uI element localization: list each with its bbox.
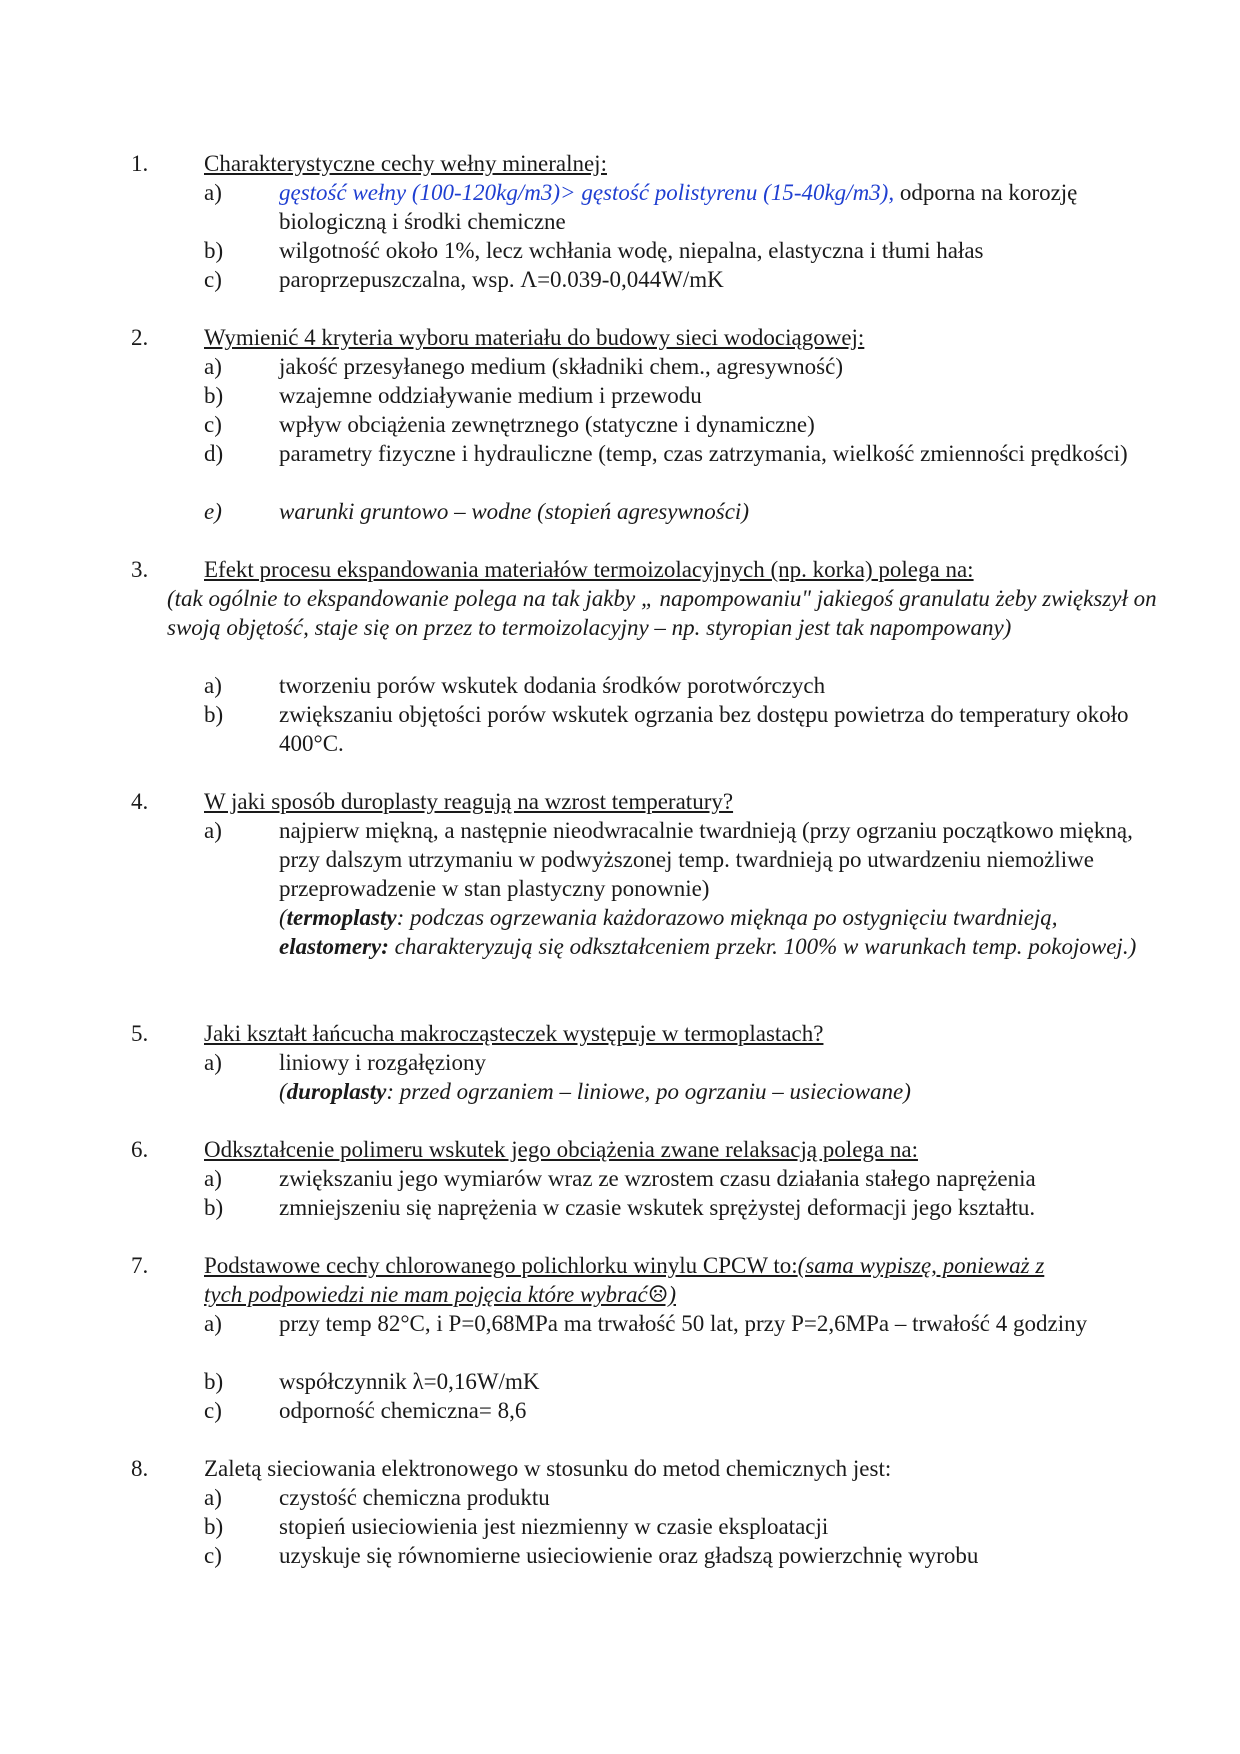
answer-text <box>279 816 1159 961</box>
answer-text: zwiększaniu jego wymiarów wraz ze wzrostem czasu działania stałego naprężenia <box>279 1166 1036 1191</box>
term-termoplasty-desc: : podczas ogrzewania każdorazowo mięknąa po ostygnięciu twardnieją, <box>396 905 1058 930</box>
question-note: (tak ogólnie to ekspandowanie polega na tak jakby „ napompowaniu" jakiegoś granulatu żeby zwiększył on swoją objętość, staje się on przez to termoizolacyjny – np. styropian jest tak napompowany) <box>167 586 1157 640</box>
answer-note <box>279 1079 911 1104</box>
answer-text: uzyskuje się równomierne usieciowienie oraz gładszą powierzchnię wyrobu <box>279 1543 979 1568</box>
question-title: Odkształcenie polimeru wskutek jego obciążenia zwane relaksacją polega na: <box>204 1137 918 1162</box>
answer-letter: a) <box>204 1166 222 1191</box>
answer-text-main: najpierw miękną, a następnie nieodwracalnie twardnieją (przy ogrzaniu początkowo miękną, przy dalszym utrzymaniu w podwyższonej temp. twardnieją po utwardzeniu niemożliwe przeprowadzenie w stan plastyczny ponownie) <box>279 818 1133 901</box>
answer-letter: e) <box>204 499 222 524</box>
question-number: 7. <box>131 1253 149 1278</box>
answer-letter: a) <box>204 1050 222 1075</box>
answer-letter: c) <box>204 267 222 292</box>
question-number: 2. <box>131 325 149 350</box>
answer-text: czystość chemiczna produktu <box>279 1485 550 1510</box>
answer-text: tworzeniu porów wskutek dodania środków porotwórczych <box>279 673 826 698</box>
answer-text: współczynnik λ=0,16W/mK <box>279 1369 540 1394</box>
answer-text <box>279 178 1159 236</box>
answer-letter: b) <box>204 238 224 263</box>
question-title: Jaki kształt łańcucha makrocząsteczek występuje w termoplastach? <box>204 1021 824 1046</box>
question-title-main: Podstawowe cechy chlorowanego polichlorku winylu CPCW to: <box>204 1253 798 1278</box>
note-paren: ( <box>279 905 287 930</box>
answer-text: wilgotność około 1%, lecz wchłania wodę, niepalna, elastyczna i tłumi hałas <box>279 238 984 263</box>
question-title-note-cont: tych podpowiedzi nie mam pojęcia które wybrać☹) <box>204 1282 676 1307</box>
answer-letter: b) <box>204 1369 224 1394</box>
question-title: W jaki sposób duroplasty reagują na wzrost temperatury? <box>204 789 734 814</box>
question-number: 4. <box>131 789 149 814</box>
answer-letter: a) <box>204 673 222 698</box>
term-elastomery: elastomery: <box>279 934 389 959</box>
answer-text: wzajemne oddziaływanie medium i przewodu <box>279 383 702 408</box>
answer-letter: c) <box>204 1543 222 1568</box>
term-elastomery-desc: charakteryzują się odkształceniem przekr. 100% w warunkach temp. pokojowej.) <box>388 934 1137 959</box>
question-title <box>204 1251 1044 1280</box>
answer-letter: d) <box>204 441 224 466</box>
answer-text: parametry fizyczne i hydrauliczne (temp, czas zatrzymania, wielkość zmienności prędkości) <box>279 441 1128 466</box>
answer-letter: b) <box>204 1195 224 1220</box>
answer-text: stopień usieciowienia jest niezmienny w czasie eksploatacji <box>279 1514 829 1539</box>
note-paren: ( <box>279 1079 287 1104</box>
answer-letter: c) <box>204 1398 222 1423</box>
question-number: 5. <box>131 1021 149 1046</box>
question-title: Efekt procesu ekspandowania materiałów termoizolacyjnych (np. korka) polega na: <box>204 557 974 582</box>
answer-letter: b) <box>204 383 224 408</box>
question-title: Wymienić 4 kryteria wyboru materiału do budowy sieci wodociągowej: <box>204 325 865 350</box>
question-number: 8. <box>131 1456 149 1481</box>
question-number: 1. <box>131 151 149 176</box>
answer-text: przy temp 82°C, i P=0,68MPa ma trwałość 50 lat, przy P=2,6MPa – trwałość 4 godziny <box>279 1311 1088 1336</box>
answer-text-main: liniowy i rozgałęziony <box>279 1050 486 1075</box>
answer-text-rest: odporna na korozję biologiczną i środki chemiczne <box>279 180 1078 234</box>
answer-letter: b) <box>204 1514 224 1539</box>
answer-text: odporność chemiczna= 8,6 <box>279 1398 527 1423</box>
answer-text: jakość przesyłanego medium (składniki chem., agresywność) <box>279 354 843 379</box>
answer-letter: a) <box>204 818 222 843</box>
answer-text: zwiększaniu objętości porów wskutek ogrzania bez dostępu powietrza do temperatury około 400°C. <box>279 702 1129 756</box>
answer-letter: a) <box>204 1485 222 1510</box>
answer-text: warunki gruntowo – wodne (stopień agresywności) <box>279 499 749 524</box>
term-duroplasty: duroplasty <box>286 1079 387 1104</box>
question-title: Zaletą sieciowania elektronowego w stosunku do metod chemicznych jest: <box>204 1456 892 1481</box>
answer-text: wpływ obciążenia zewnętrznego (statyczne i dynamiczne) <box>279 412 815 437</box>
answer-letter: c) <box>204 412 222 437</box>
question-title: Charakterystyczne cechy wełny mineralnej: <box>204 151 607 176</box>
highlighted-text: gęstość wełny (100-120kg/m3)> gęstość polistyrenu (15-40kg/m3), <box>279 180 895 205</box>
answer-letter: b) <box>204 702 224 727</box>
question-title-note: (sama wypiszę, ponieważ z <box>797 1253 1045 1278</box>
answer-letter: a) <box>204 354 222 379</box>
answer-text: zmniejszeniu się naprężenia w czasie wskutek sprężystej deformacji jego kształtu. <box>279 1195 1036 1220</box>
answer-letter: a) <box>204 1311 222 1336</box>
answer-text: paroprzepuszczalna, wsp. Λ=0.039-0,044W/mK <box>279 267 724 292</box>
answer-letter: a) <box>204 180 222 205</box>
term-termoplasty: termoplasty <box>286 905 397 930</box>
answer-note <box>279 905 1136 959</box>
question-number: 3. <box>131 557 149 582</box>
answer-text <box>279 1048 1159 1106</box>
term-duroplasty-desc: : przed ogrzaniem – liniowe, po ogrzaniu – usieciowane) <box>386 1079 911 1104</box>
question-number: 6. <box>131 1137 149 1162</box>
